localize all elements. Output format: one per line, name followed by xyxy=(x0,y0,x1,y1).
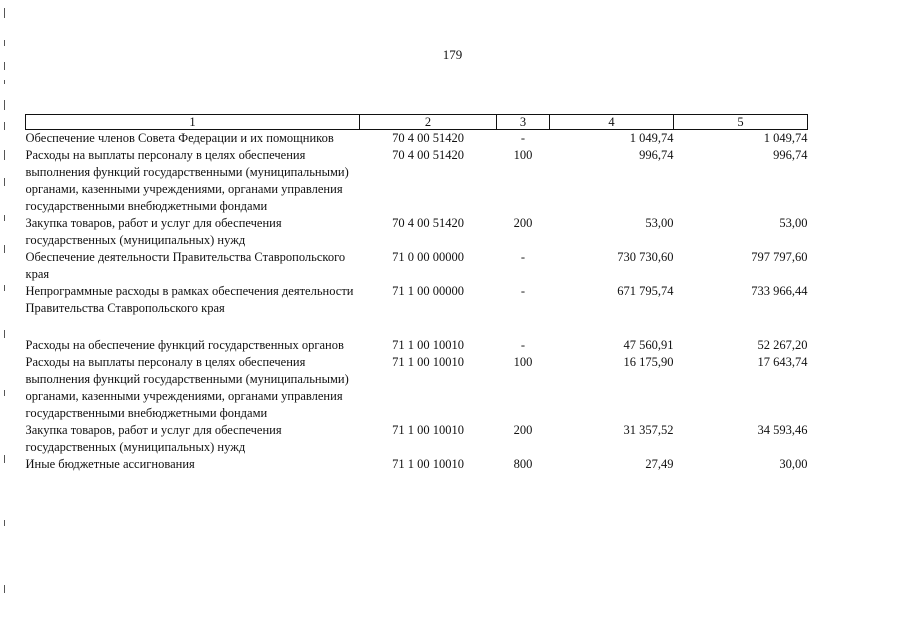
row-value-5: 733 966,44 xyxy=(751,284,808,298)
row-value-5: 996,74 xyxy=(773,148,808,162)
row-value-4: 16 175,90 xyxy=(623,355,674,369)
row-code: 71 0 00 00000 xyxy=(392,250,464,264)
table-row xyxy=(26,456,808,473)
scan-edge-marks xyxy=(4,0,7,640)
table-row xyxy=(26,249,808,283)
row-value-4: 1 049,74 xyxy=(629,131,674,145)
row-type: 800 xyxy=(513,457,533,471)
row-type: - xyxy=(520,250,526,264)
row-name: Расходы на выплаты персоналу в целях обеспечения выполнения функций государственными (муниципальными) органами, казенными учреждениями, органами управления государственными внебюджетными фондами xyxy=(25,355,349,420)
page-number: 179 xyxy=(442,47,463,62)
column-header-3: 3 xyxy=(497,115,550,130)
row-code: 71 1 00 10010 xyxy=(392,457,464,471)
row-name: Обеспечение членов Совета Федерации и их помощников xyxy=(25,131,334,145)
row-value-4: 31 357,52 xyxy=(623,423,674,437)
column-header-2: 2 xyxy=(360,115,497,130)
row-type: 200 xyxy=(513,216,533,230)
row-name: Расходы на выплаты персоналу в целях обеспечения выполнения функций государственными (муниципальными) органами, казенными учреждениями, органами управления государственными внебюджетными фондами xyxy=(25,148,349,213)
budget-table xyxy=(25,114,808,473)
table-row xyxy=(26,130,808,148)
table-row xyxy=(26,337,808,354)
row-code: 71 1 00 10010 xyxy=(392,355,464,369)
row-name: Расходы на обеспечение функций государственных органов xyxy=(25,338,344,352)
row-name: Закупка товаров, работ и услуг для обеспечения государственных (муниципальных) нужд xyxy=(25,216,282,247)
row-code: 71 1 00 00000 xyxy=(392,284,464,298)
row-type: 100 xyxy=(513,355,533,369)
row-code: 71 1 00 10010 xyxy=(392,338,464,352)
row-name: Закупка товаров, работ и услуг для обеспечения государственных (муниципальных) нужд xyxy=(25,423,282,454)
table-row xyxy=(26,283,808,317)
row-value-5: 52 267,20 xyxy=(757,338,808,352)
row-value-4: 730 730,60 xyxy=(617,250,674,264)
column-header-4: 4 xyxy=(550,115,674,130)
row-value-5: 17 643,74 xyxy=(757,355,808,369)
row-value-4: 27,49 xyxy=(645,457,674,471)
row-type: - xyxy=(520,284,526,298)
row-value-5: 34 593,46 xyxy=(757,423,808,437)
row-type: 100 xyxy=(513,148,533,162)
row-code: 70 4 00 51420 xyxy=(392,148,464,162)
table-row xyxy=(26,354,808,422)
row-code: 71 1 00 10010 xyxy=(392,423,464,437)
row-value-5: 797 797,60 xyxy=(751,250,808,264)
row-value-5: 1 049,74 xyxy=(763,131,808,145)
row-value-5: 53,00 xyxy=(779,216,808,230)
row-type: - xyxy=(520,338,526,352)
table-header-row xyxy=(26,115,808,130)
table-row xyxy=(26,147,808,215)
column-header-1: 1 xyxy=(26,115,360,130)
row-code: 70 4 00 51420 xyxy=(392,131,464,145)
row-type: - xyxy=(520,131,526,145)
row-name: Обеспечение деятельности Правительства Ставропольского края xyxy=(25,250,346,281)
table-row xyxy=(26,422,808,456)
row-value-4: 996,74 xyxy=(639,148,674,162)
row-name: Иные бюджетные ассигнования xyxy=(25,457,195,471)
row-name: Непрограммные расходы в рамках обеспечения деятельности Правительства Ставропольского края xyxy=(25,284,354,315)
column-header-5: 5 xyxy=(674,115,808,130)
row-value-5: 30,00 xyxy=(779,457,808,471)
row-value-4: 53,00 xyxy=(645,216,674,230)
row-spacer xyxy=(26,317,808,337)
table-row xyxy=(26,215,808,249)
row-value-4: 671 795,74 xyxy=(617,284,674,298)
row-code: 70 4 00 51420 xyxy=(392,216,464,230)
row-type: 200 xyxy=(513,423,533,437)
row-value-4: 47 560,91 xyxy=(623,338,674,352)
